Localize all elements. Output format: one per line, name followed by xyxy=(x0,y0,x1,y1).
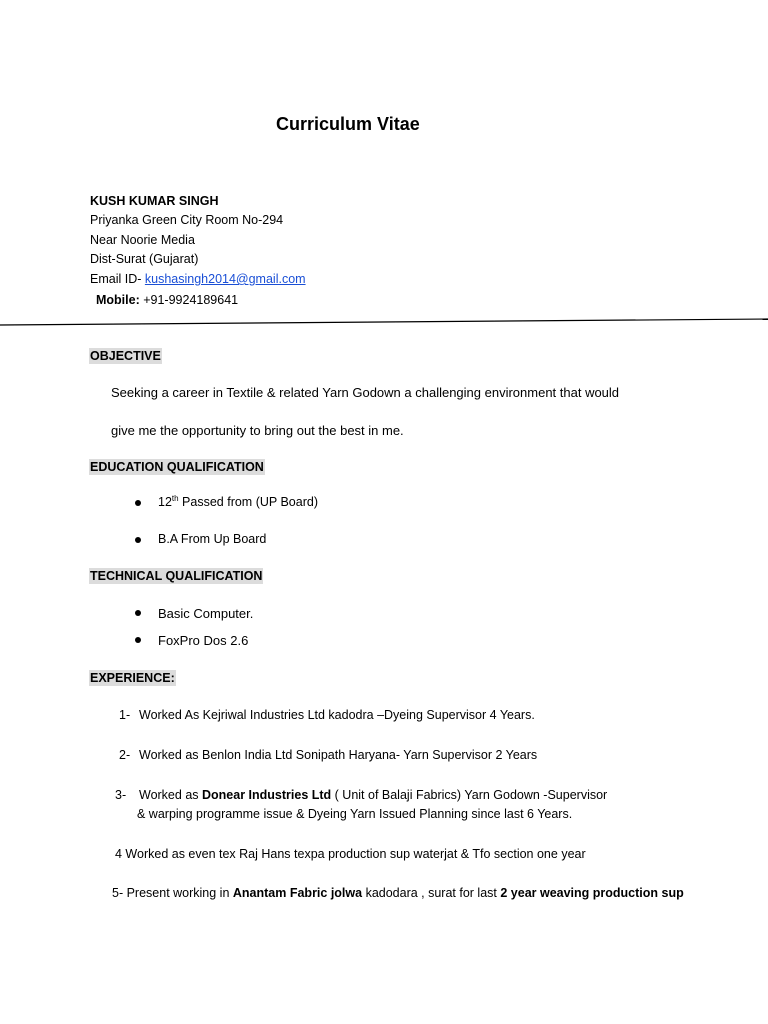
experience-item-2: Worked as Benlon India Ltd Sonipath Haryana- Yarn Supervisor 2 Years xyxy=(139,748,538,762)
education-item-1-text: Passed from (UP Board) xyxy=(178,495,318,510)
experience-item-4: 4 Worked as even tex Raj Hans texpa production sup waterjat & Tfo section one year xyxy=(115,847,586,861)
education-heading: EDUCATION QUALIFICATION xyxy=(90,460,264,474)
experience-item-3-prefix: Worked as xyxy=(139,788,202,802)
experience-item-1-number: 1- xyxy=(119,708,131,722)
technical-item-2: FoxPro Dos 2.6 xyxy=(158,633,249,648)
experience-item-5-company: Anantam Fabric jolwa xyxy=(232,886,363,900)
education-item-1-suffix: th xyxy=(171,494,179,503)
bullet-icon xyxy=(135,537,141,543)
experience-item-5-duration: 2 year weaving production sup xyxy=(500,886,684,900)
email-row xyxy=(90,269,306,289)
experience-item-2-number: 2- xyxy=(119,748,131,762)
experience-item-3-line-2: & warping programme issue & Dyeing Yarn Issued Planning since last 6 Years. xyxy=(137,807,573,821)
address-line-3: Dist-Surat (Gujarat) xyxy=(90,252,199,266)
experience-item-5-prefix: 5- Present working in xyxy=(112,886,233,900)
experience-item-3-detail: ( Unit of Balaji Fabrics) Yarn Godown -Supervisor xyxy=(331,788,608,802)
experience-item-3-company: Donear Industries Ltd xyxy=(202,788,332,802)
email-label: Email ID- xyxy=(90,272,145,286)
experience-item-5 xyxy=(112,886,684,900)
education-item-1-year: 12 xyxy=(158,495,172,510)
experience-item-3-number: 3- xyxy=(115,788,127,802)
header-divider xyxy=(0,316,768,328)
experience-heading: EXPERIENCE: xyxy=(90,671,175,685)
mobile-label: Mobile: xyxy=(96,293,140,307)
candidate-name: KUSH KUMAR SINGH xyxy=(90,194,219,208)
address-line-1: Priyanka Green City Room No-294 xyxy=(90,213,284,227)
bullet-icon xyxy=(135,637,141,643)
objective-heading: OBJECTIVE xyxy=(90,349,161,363)
mobile-number: +91-9924189641 xyxy=(139,293,239,307)
address-line-2: Near Noorie Media xyxy=(90,233,195,247)
bullet-icon xyxy=(135,610,141,616)
education-item-1 xyxy=(158,494,318,509)
experience-item-3 xyxy=(139,788,607,802)
experience-item-5-location: kadodara , surat for last xyxy=(362,886,501,900)
document-title: Curriculum Vitae xyxy=(276,114,420,134)
objective-line-1: Seeking a career in Textile & related Yarn Godown a challenging environment that would xyxy=(111,385,620,400)
technical-heading: TECHNICAL QUALIFICATION xyxy=(90,569,263,583)
objective-line-2: give me the opportunity to bring out the best in me. xyxy=(111,423,404,438)
email-link[interactable]: kushasingh2014@gmail.com xyxy=(144,272,306,286)
experience-item-1: Worked As Kejriwal Industries Ltd kadodra –Dyeing Supervisor 4 Years. xyxy=(139,708,535,722)
mobile-row xyxy=(96,290,238,310)
bullet-icon xyxy=(135,500,141,506)
technical-item-1: Basic Computer. xyxy=(158,606,254,621)
education-item-2: B.A From Up Board xyxy=(158,532,267,546)
